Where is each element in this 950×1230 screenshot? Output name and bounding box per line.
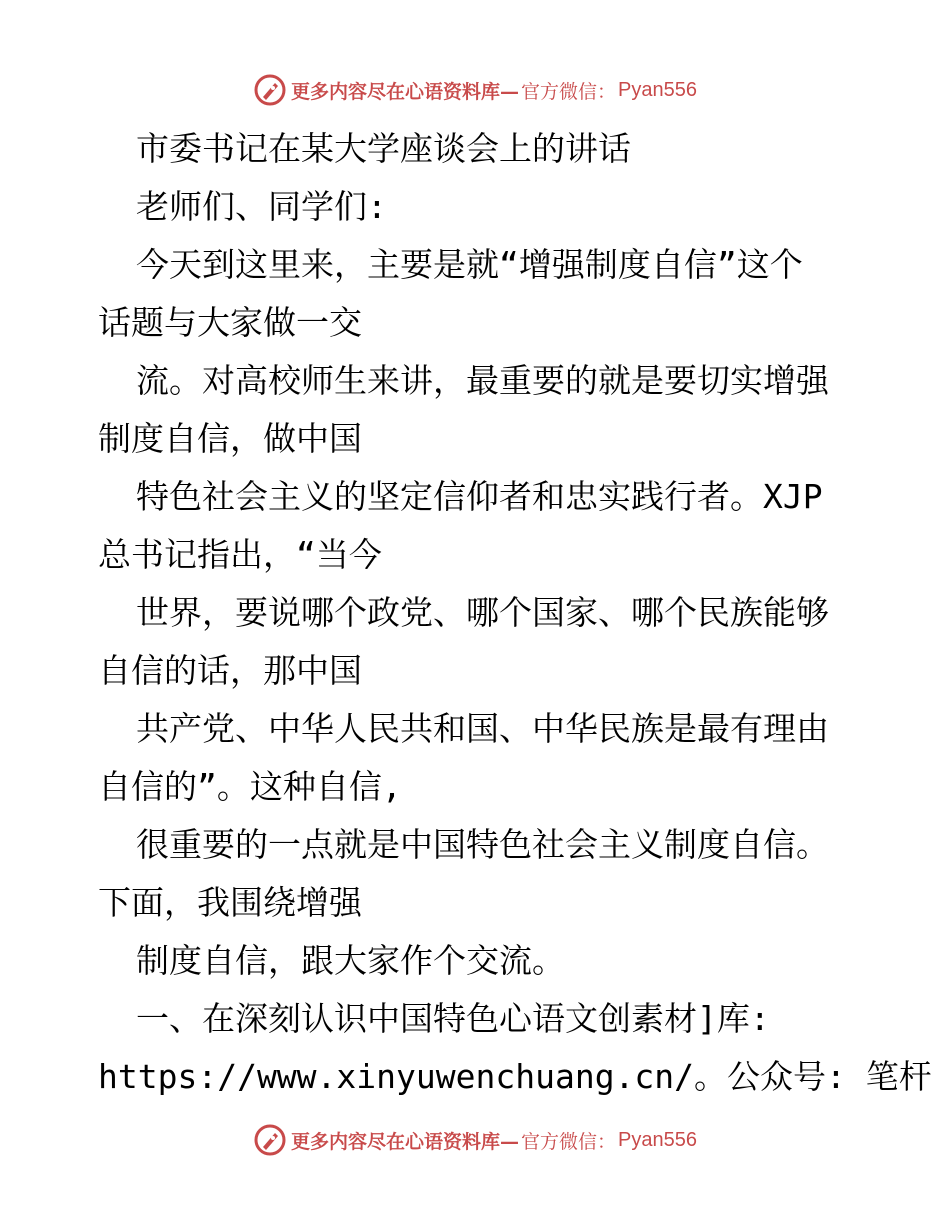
banner-wechat-id: Pyan556 [618,78,697,101]
text-line: 自信的”。这种自信, [98,767,402,806]
document-title: 市委书记在某大学座谈会上的讲话 [136,129,631,168]
text-line: 话题与大家做一交 [98,303,362,342]
text-line: 共产党、中华人民共和国、中华民族是最有理由 [136,709,829,748]
banner-wechat-label: 官方微信： [521,1130,617,1153]
salutation: 老师们、同学们: [136,187,387,226]
text-line: 下面，我围绕增强 [98,883,362,922]
text-line: 很重要的一点就是中国特色社会主义制度自信。 [136,825,829,864]
document-body [98,120,932,1106]
banner-wechat-id: Pyan556 [618,1128,697,1151]
banner-wechat-label: 官方微信： [521,80,617,103]
pen-nib-logo-icon [253,73,287,107]
section-heading: 一、在深刻认识中国特色心语文创素材]库: [136,999,770,1038]
text-line: 今天到这里来，主要是就“增强制度自信”这个 [136,245,803,284]
text-line: 流。对高校师生来讲，最重要的就是要切实增强 [136,361,829,400]
pen-nib-logo-icon [253,1123,287,1157]
text-line: 制度自信，跟大家作个交流。 [136,941,565,980]
banner-main-text: 更多内容尽在心语资料库— [291,80,520,103]
header-watermark-banner [0,70,950,110]
text-line: 世界，要说哪个政党、哪个国家、哪个民族能够 [136,593,829,632]
text-line: 制度自信，做中国 [98,419,362,458]
url-text-line: https://www.xinyuwenchuang.cn/。公众号: 笔杆 [98,1057,932,1096]
text-line: 自信的话，那中国 [98,651,362,690]
text-line: 特色社会主义的坚定信仰者和忠实践行者。XJP [136,477,823,516]
text-line: 总书记指出，“当今 [98,535,382,574]
banner-main-text: 更多内容尽在心语资料库— [291,1130,520,1153]
footer-watermark-banner [0,1120,950,1160]
